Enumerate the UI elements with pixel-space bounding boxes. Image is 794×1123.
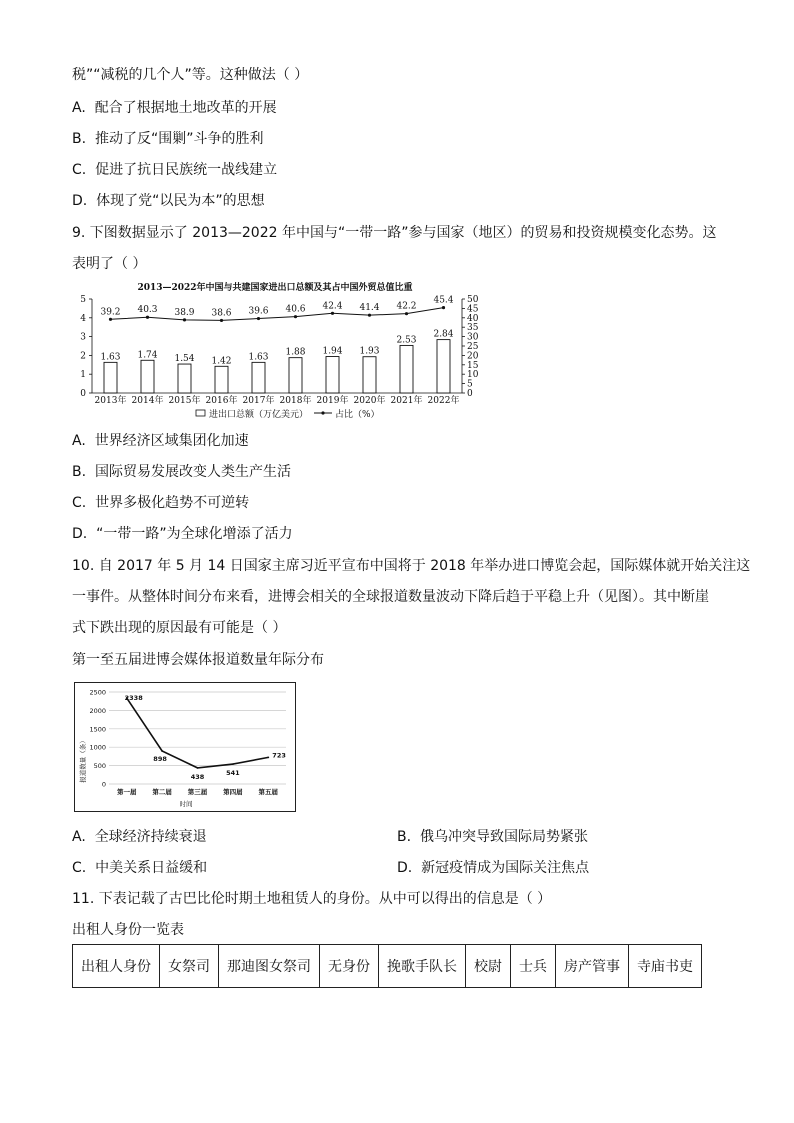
right-tick-label: 10 [467, 370, 479, 381]
share-point [257, 317, 260, 320]
x-tick-label: 2017年 [242, 396, 275, 406]
y-tick-label: 0 [101, 780, 106, 789]
table-cell: 女祭司 [160, 945, 219, 988]
right-tick-label: 35 [467, 323, 479, 334]
q9-option-a: A. 世界经济区域集团化加速 [72, 433, 249, 449]
share-point [405, 312, 408, 315]
data-label: 2338 [124, 693, 143, 702]
share-value-label: 40.6 [285, 304, 306, 315]
trade-bar [289, 358, 302, 393]
y-tick-label: 2500 [89, 688, 106, 697]
bar-value-label: 1.74 [137, 350, 158, 361]
q9-stem-line1: 9. 下图数据显示了 2013—2022 年中国与“一带一路”参与国家（地区）的贸易和投资规模变化态势。这 [72, 225, 717, 241]
bar-value-label: 2.53 [396, 335, 417, 346]
table-cell: 士兵 [511, 945, 556, 988]
share-value-label: 42.2 [396, 301, 417, 312]
x-tick-label: 第四届 [223, 788, 243, 796]
right-tick-label: 30 [467, 332, 479, 343]
bar-value-label: 1.42 [211, 356, 232, 367]
share-point [331, 312, 334, 315]
bar-value-label: 1.94 [322, 346, 343, 357]
data-label: 438 [190, 772, 205, 781]
trade-bar [104, 362, 117, 393]
report-point [232, 763, 234, 765]
data-label: 898 [153, 754, 167, 763]
trade-bar [400, 345, 413, 393]
legend-line-label: 占比（%） [335, 410, 380, 420]
trade-chart-title: 2013—2022年中国与共建国家进出口总额及其占中国外贸总值比重 [137, 283, 413, 293]
expo-chart-xlabel: 时间 [179, 800, 193, 808]
y-tick-label: 2000 [89, 706, 106, 715]
share-value-label: 38.9 [174, 307, 195, 318]
table-cell: 寺庙书吏 [629, 945, 702, 988]
q9-option-b: B. 国际贸易发展改变人类生产生活 [72, 464, 291, 480]
expo-chart-ylabel: 报道数量（条） [79, 737, 87, 783]
bar-value-label: 2.84 [433, 329, 454, 340]
share-point [368, 314, 371, 317]
right-tick-label: 5 [467, 379, 473, 390]
left-tick-label: 2 [80, 351, 86, 362]
bar-value-label: 1.93 [359, 346, 380, 357]
table-cell: 房产管事 [556, 945, 629, 988]
share-value-label: 40.3 [137, 305, 158, 316]
share-point [109, 318, 112, 321]
table-cell: 那迪图女祭司 [219, 945, 320, 988]
q8-option-b: B. 推动了反“围剿”斗争的胜利 [72, 131, 264, 147]
right-tick-label: 40 [467, 313, 479, 324]
bar-value-label: 1.88 [285, 347, 306, 358]
share-value-label: 39.6 [248, 306, 269, 317]
q10-stem-line1: 10. 自 2017 年 5 月 14 日国家主席习近平宣布中国将于 2018 年举办进口博览会起，国际媒体就开始关注这 [72, 558, 751, 574]
q10-option-a: A. 全球经济持续衰退 [72, 829, 207, 845]
right-tick-label: 45 [467, 304, 479, 315]
report-point [267, 756, 269, 758]
table-cell: 无身份 [320, 945, 379, 988]
share-value-label: 41.4 [359, 303, 380, 314]
share-point [220, 319, 223, 322]
x-tick-label: 2014年 [131, 396, 164, 406]
left-tick-label: 1 [80, 370, 86, 381]
x-tick-label: 2021年 [390, 396, 423, 406]
q11-stem: 11. 下表记载了古巴比伦时期土地租赁人的身份。从中可以得出的信息是（ ） [72, 891, 552, 907]
table-cell: 校尉 [466, 945, 511, 988]
x-tick-label: 第五届 [258, 788, 279, 796]
share-point [146, 316, 149, 319]
x-tick-label: 2015年 [168, 396, 201, 406]
share-value-label: 45.4 [433, 295, 454, 306]
x-tick-label: 第一届 [116, 788, 137, 796]
lessor-identity-table [72, 944, 702, 988]
q8-option-a: A. 配合了根据地土地改革的开展 [72, 100, 277, 116]
share-value-label: 38.6 [211, 308, 232, 319]
q8-option-c: C. 促进了抗日民族统一战线建立 [72, 162, 278, 178]
bar-value-label: 1.63 [100, 352, 121, 363]
q9-option-d: D. “一带一路”为全球化增添了活力 [72, 526, 293, 542]
x-tick-label: 2016年 [205, 396, 238, 406]
trade-bar [178, 364, 191, 393]
trade-bar [252, 362, 265, 393]
data-label: 541 [226, 769, 240, 778]
share-point [294, 315, 297, 318]
data-label: 723 [272, 751, 286, 760]
report-point [161, 750, 163, 752]
share-point [442, 306, 445, 309]
bar-value-label: 1.63 [248, 352, 269, 363]
x-tick-label: 2020年 [353, 396, 386, 406]
trade-chart-legend [196, 408, 380, 420]
q11-table-title: 出租人身份一览表 [72, 922, 184, 938]
right-tick-label: 25 [467, 342, 479, 352]
q8-stem-continuation: 税”“减税的几个人”等。这种做法（ ） [72, 67, 309, 83]
trade-bar [363, 357, 376, 393]
trade-bar [215, 366, 228, 393]
right-tick-label: 20 [467, 351, 479, 362]
share-line [111, 308, 444, 321]
x-tick-label: 第二届 [152, 788, 172, 796]
q10-chart-caption: 第一至五届进博会媒体报道数量年际分布 [72, 652, 324, 668]
trade-bar [141, 360, 154, 393]
q10-option-d: D. 新冠疫情成为国际关注焦点 [397, 860, 590, 876]
x-tick-label: 第三届 [187, 788, 208, 796]
q10-stem-line3: 式下跌出现的原因最有可能是（ ） [72, 620, 287, 636]
trade-bar [437, 340, 450, 393]
left-tick-label: 3 [80, 332, 86, 343]
share-point [183, 318, 186, 321]
y-tick-label: 500 [93, 762, 106, 771]
q9-option-c: C. 世界多极化趋势不可逆转 [72, 495, 250, 511]
q8-option-d: D. 体现了党“以民为本”的思想 [72, 193, 265, 209]
right-tick-label: 0 [467, 389, 473, 399]
left-tick-label: 5 [80, 295, 86, 305]
x-tick-label: 2022年 [427, 396, 460, 406]
q9-stem-line2: 表明了（ ） [72, 256, 147, 272]
x-tick-label: 2013年 [94, 396, 127, 406]
q10-stem-line2: 一事件。从整体时间分布来看，进博会相关的全球报道数量波动下降后趋于平稳上升（见图）。其中断崖 [72, 589, 709, 605]
q10-option-c: C. 中美关系日益缓和 [72, 860, 208, 876]
right-tick-label: 15 [467, 360, 479, 371]
expo-report-chart [74, 682, 296, 812]
x-tick-label: 2019年 [316, 396, 349, 406]
left-tick-label: 4 [80, 313, 86, 324]
trade-chart [70, 280, 490, 422]
table-cell: 挽歌手队长 [379, 945, 466, 988]
legend-bar-label: 进出口总额（万亿美元） [209, 410, 309, 420]
y-tick-label: 1500 [89, 725, 106, 734]
share-value-label: 42.4 [322, 301, 343, 312]
report-point [197, 767, 199, 769]
x-tick-label: 2018年 [279, 396, 312, 406]
y-tick-label: 1000 [89, 743, 106, 752]
left-tick-label: 0 [80, 389, 86, 399]
table-row [73, 945, 702, 988]
right-tick-label: 50 [467, 295, 479, 305]
share-value-label: 39.2 [100, 307, 121, 318]
bar-value-label: 1.54 [174, 354, 195, 365]
table-cell-header: 出租人身份 [73, 945, 160, 988]
q10-option-b: B. 俄乌冲突导致国际局势紧张 [397, 829, 588, 845]
trade-bar [326, 357, 339, 393]
